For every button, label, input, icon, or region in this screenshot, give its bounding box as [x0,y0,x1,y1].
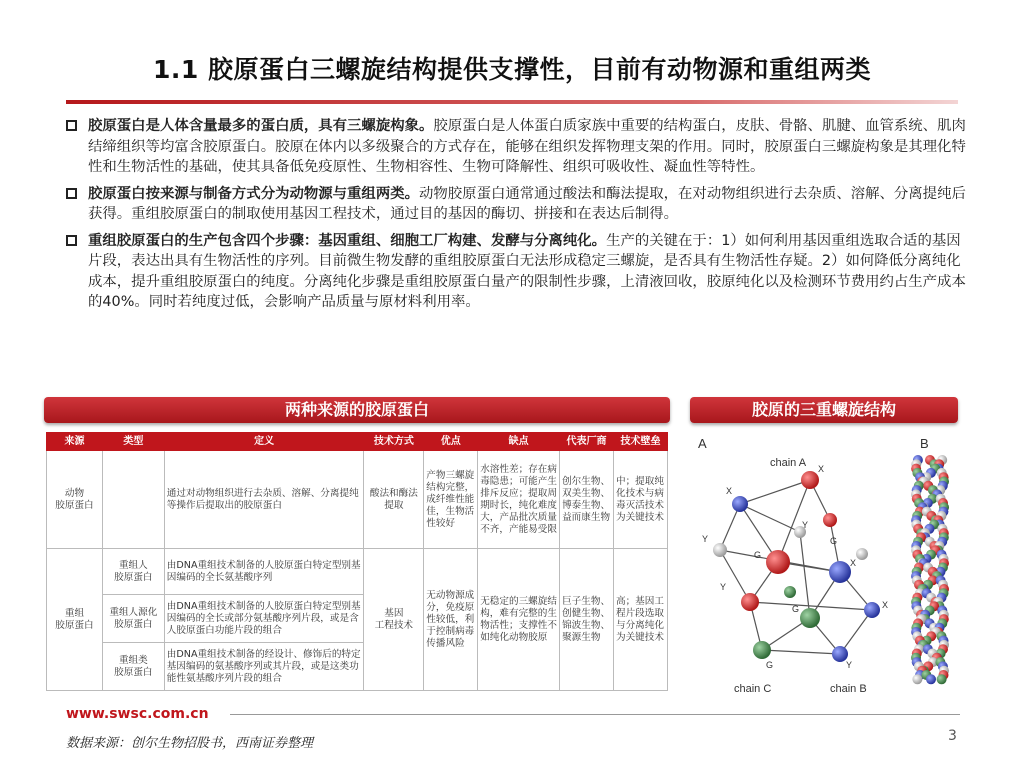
helix-atom [937,674,947,684]
svg-text:G: G [830,536,838,546]
svg-text:Y: Y [702,534,709,544]
svg-text:X: X [850,558,857,568]
helix-space-filling-model [911,455,949,684]
panel-b-label: B [920,436,929,451]
method-cell: 酸法和酶法提取 [364,451,424,549]
bullet-item [66,184,966,225]
barrier-cell: 中；提取纯化技术与病毒灭活技术为关键技术 [614,451,668,549]
footer-url: www.swsc.com.cn [66,706,209,722]
bullet-lead: 胶原蛋白是人体含量最多的蛋白质，具有三螺旋构象。 [88,118,434,134]
helix-atom [926,674,936,684]
definition-cell: 由DNA重组技术制备的人胶原蛋白特定型别基因编码的全长氨基酸序列 [164,549,364,595]
svg-text:Y: Y [846,660,853,670]
table-header-cell: 缺点 [478,433,560,451]
barrier-cell: 高；基因工程片段选取与分离纯化为关键技术 [614,549,668,691]
chain-a-label: chain A [770,457,807,469]
table-row [47,451,668,549]
type-cell: 重组人源化 胶原蛋白 [102,595,164,643]
bullet-lead: 胶原蛋白按来源与制备方式分为动物源与重组两类。 [88,185,419,202]
panel-a-label: A [698,436,707,451]
svg-text:Y: Y [720,582,727,592]
bullet-text: 胶原蛋白是人体蛋白质家族中重要的结构蛋白，皮肤、骨骼、肌腱、血管系统、肌肉结缔组织等均富含胶原蛋白。胶原在体内以多级聚合的方式存在，能够在组织发挥物理支架的作用。同时，胶原蛋白三螺旋构象是其理化特性和生物活性的基础，使其具备低免疫原性、生物相容性、生物可降解性、组织可吸收性、凝血性等特性。 [88,118,966,175]
page-number: 3 [948,728,957,744]
footer-divider [230,714,960,715]
svg-text:G: G [754,550,762,560]
makers-cell: 创尔生物、双美生物、博泰生物、益而康生物 [560,451,614,549]
helix-atom [912,674,922,684]
bullet-text: 动物胶原蛋白通常通过酸法和酶法提取，在对动物组织进行去杂质、溶解、分离提纯后获得。重组胶原蛋白的制取使用基因工程技术，通过目的基因的酶切、拼接和在表达后制得。 [88,185,966,222]
method-cell: 基因 工程技术 [364,549,424,691]
svg-text:X: X [726,486,733,496]
bullet-list [66,116,966,319]
definition-cell: 通过对动物组织进行去杂质、溶解、分离提纯等操作后提取出的胶原蛋白 [164,451,364,549]
pros-cell: 产物三螺旋结构完整，成纤维性能佳，生物活性较好 [424,451,478,549]
svg-text:G: G [766,660,774,670]
bullet-item [66,231,966,313]
figure-section-banner: 胶原的三重螺旋结构 [690,397,958,423]
cons-cell: 水溶性差；存在病毒隐患；可能产生排斥反应；提取周期时长，纯化难度大，产品批次质量不齐，产能易受限 [478,451,560,549]
svg-text:Y: Y [802,520,809,530]
checkbox-square-icon [66,188,77,199]
cons-cell: 无稳定的三螺旋结构，难有完整的生物活性；支撑性不如纯化动物胶原 [478,549,560,691]
data-source: 数据来源：创尔生物招股书，西南证券整理 [66,736,314,751]
table-header-cell: 优点 [424,433,478,451]
bullet-text: 生产的关键在于：1）如何利用基因重组选取合适的基因片段，表达出具有生物活性的序列。目前微生物发酵的重组胶原蛋白无法形成稳定三螺旋，是否具有生物活性存疑。2）如何降低分离纯化成本，提升重组胶原蛋白的纯度。分离纯化步骤是重组胶原蛋白量产的限制性步骤，上清液回收，胶原纯化以及检测环节费用约占生产成本的40%。同时若纯度过低，会影响产品质量与原材料利用率。 [88,232,966,310]
bullet-lead: 重组胶原蛋白的生产包含四个步骤：基因重组、细胞工厂构建、发酵与分离纯化。 [88,232,607,249]
pros-cell: 无动物源成分，免疫原性较低，利于控制病毒传播风险 [424,549,478,691]
table-section-banner: 两种来源的胶原蛋白 [44,397,670,423]
table-header-cell: 代表厂商 [560,433,614,451]
table-row [47,549,668,595]
svg-text:G: G [792,604,800,614]
source-cell: 重组 胶原蛋白 [47,549,103,691]
collagen-source-table [46,432,668,691]
chain-c-label: chain C [734,683,772,694]
table-header-cell: 定义 [164,433,364,451]
definition-cell: 由DNA重组技术制备的人胶原蛋白特定型别基因编码的全长或部分氨基酸序列片段，或是含人胶原蛋白功能片段的组合 [164,595,364,643]
title-divider [66,100,958,104]
type-cell [102,451,164,549]
source-cell: 动物 胶原蛋白 [47,451,103,549]
svg-text:X: X [882,600,889,610]
checkbox-square-icon [66,120,77,131]
makers-cell: 巨子生物、创健生物、锦波生物、聚源生物 [560,549,614,691]
triple-helix-figure [690,432,958,694]
type-cell: 重组类 胶原蛋白 [102,643,164,691]
table-header-cell: 技术方式 [364,433,424,451]
chain-b-label: chain B [830,683,867,694]
svg-text:X: X [818,464,825,474]
table-header-cell: 来源 [47,433,103,451]
table-header-row [47,433,668,451]
table-header-cell: 技术壁垒 [614,433,668,451]
page-title: 1.1 胶原蛋白三螺旋结构提供支撑性，目前有动物源和重组两类 [153,55,871,84]
definition-cell: 由DNA重组技术制备的经设计、修饰后的特定基因编码的氨基酸序列或其片段，或是这类功能性氨基酸序列片段的组合 [164,643,364,691]
bullet-item [66,116,966,178]
table-header-cell: 类型 [102,433,164,451]
checkbox-square-icon [66,235,77,246]
type-cell: 重组人 胶原蛋白 [102,549,164,595]
